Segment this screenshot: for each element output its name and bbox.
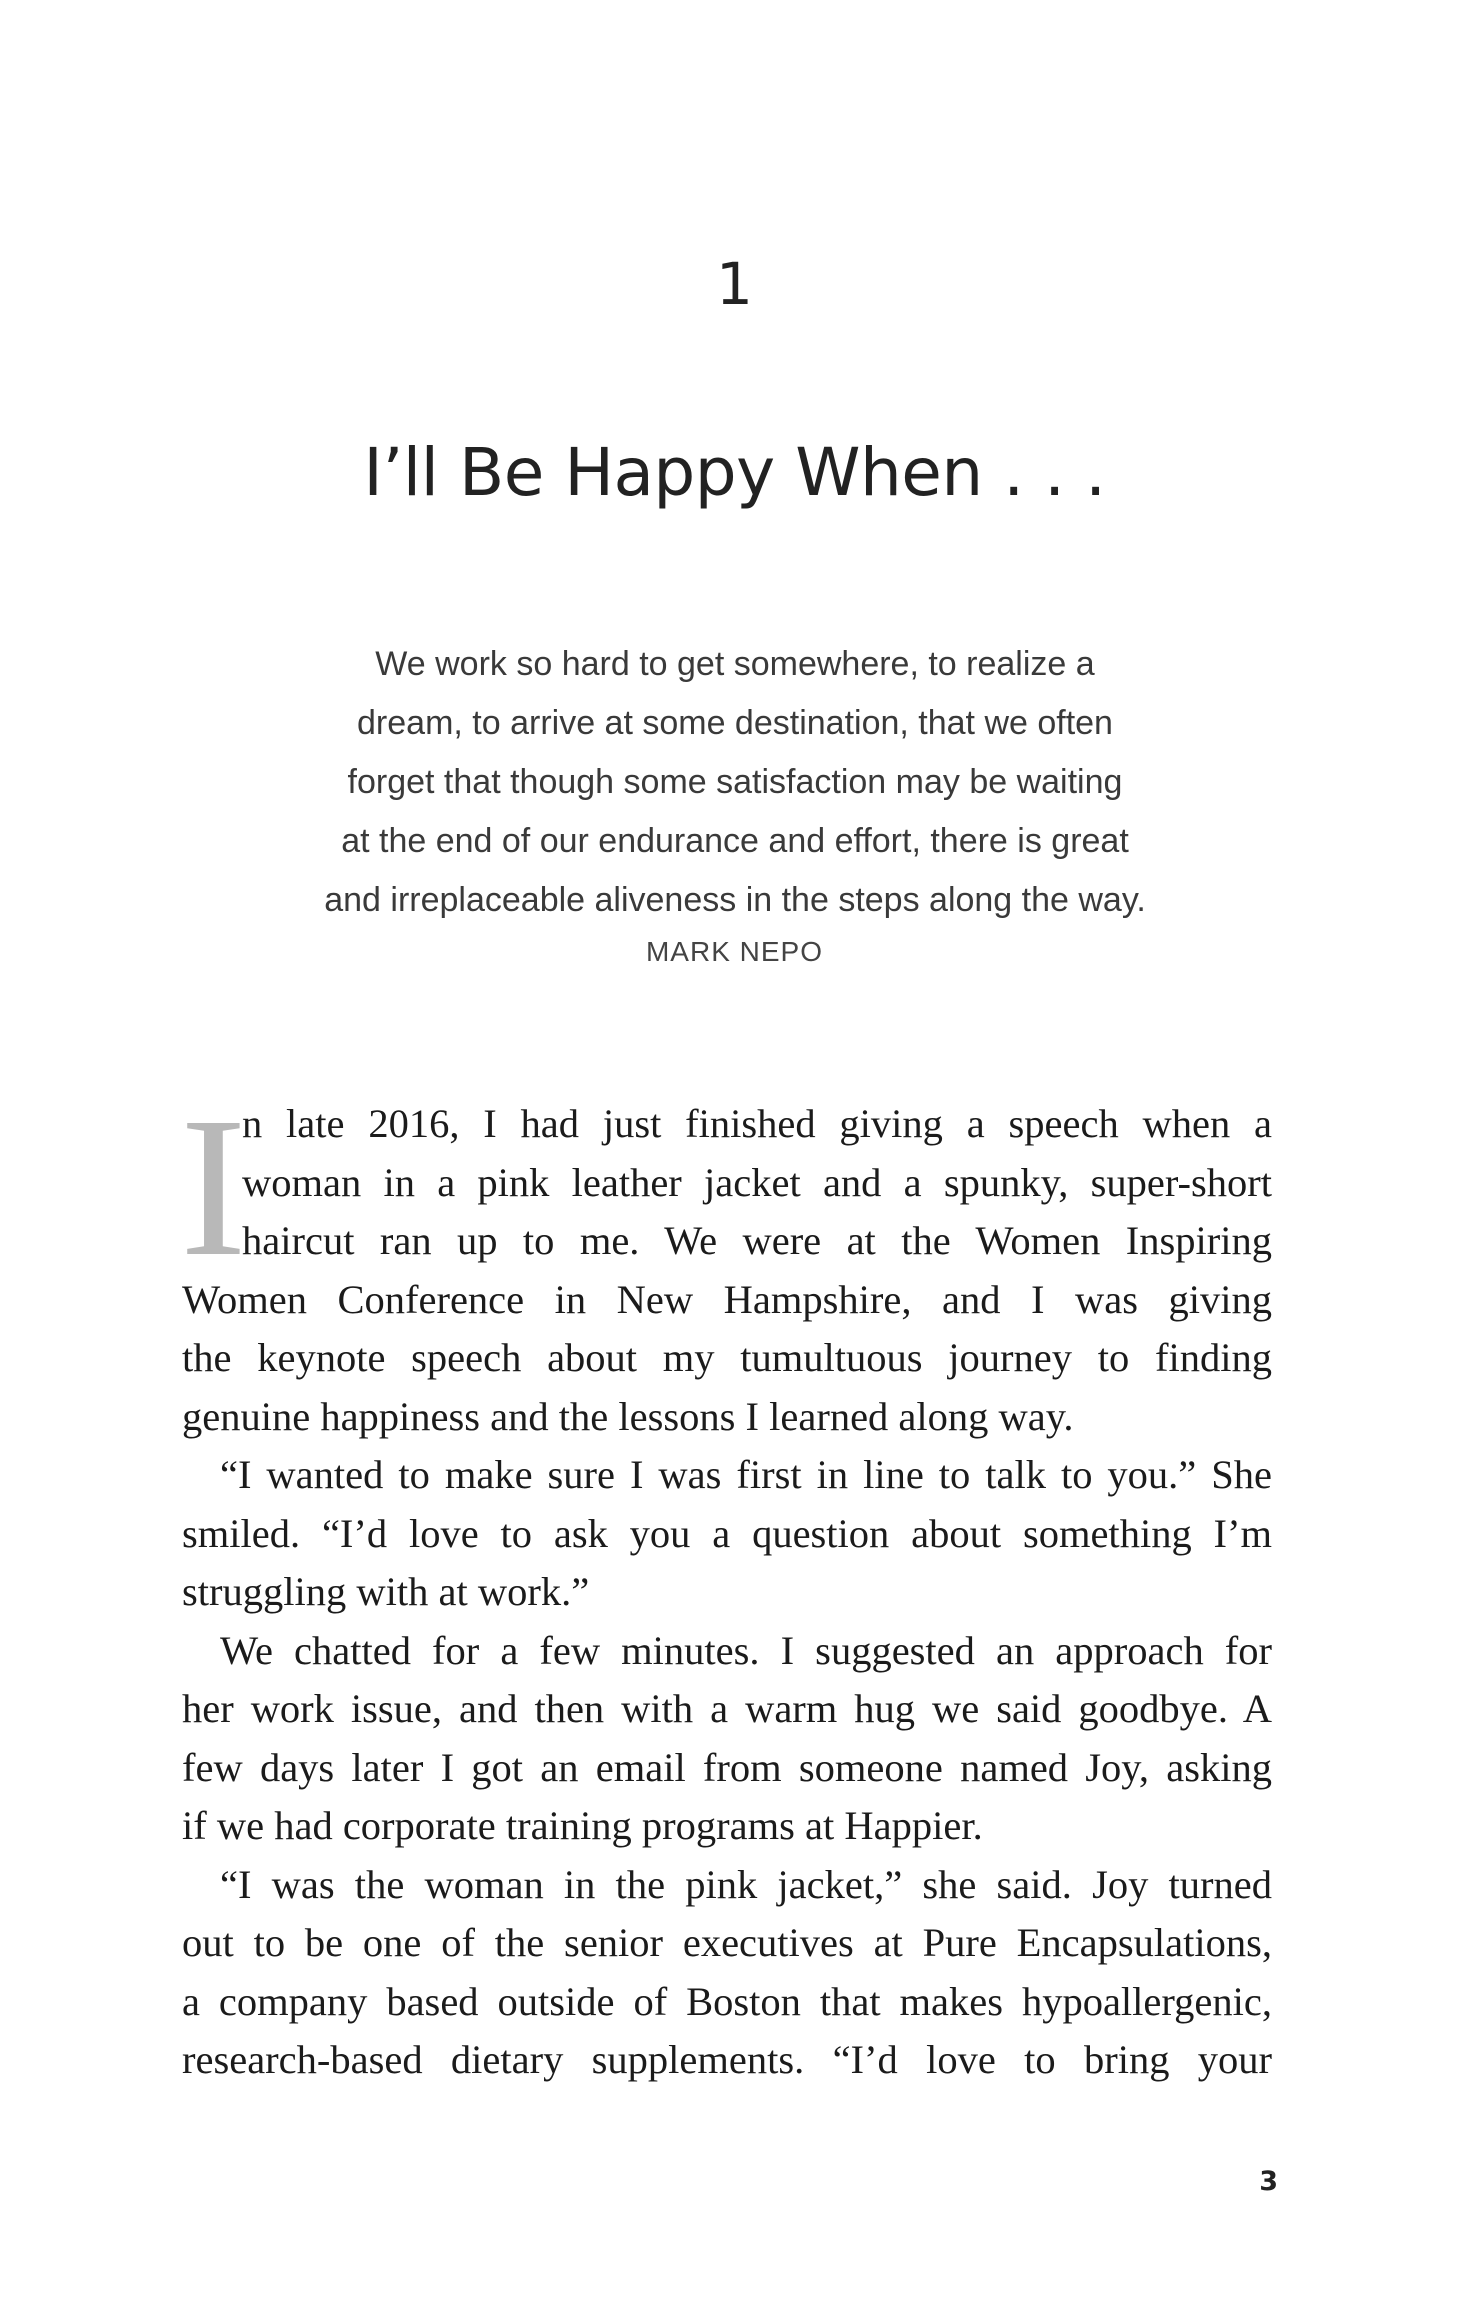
epigraph-line: forget that though some satisfaction may be waiting [347,763,1123,801]
epigraph-author: MARK NEPO [645,936,824,967]
body-line: out to be one of the senior executives at Pure Encapsulations, [182,1920,1272,1965]
body-line: a company based outside of Boston that makes hypoallergenic, [182,1978,1272,2024]
body-text [180,1077,1272,2090]
body-line: genuine happiness and the lessons I learned along way. [182,1393,1074,1439]
body-line: research-based dietary supplements. “I’d love to bring your [182,2037,1272,2082]
body-line: haircut ran up to me. We were at the Women Inspiring [242,1218,1272,1263]
body-line: the keynote speech about my tumultuous journey to finding [182,1335,1272,1380]
epigraph-line: We work so hard to get somewhere, to realize a [375,645,1095,683]
body-line: if we had corporate training programs at Happier. [182,1803,983,1848]
body-line: woman in a pink leather jacket and a spunky, super-short [242,1159,1272,1205]
drop-cap-paragraph-start [180,1077,1272,1298]
body-line: We chatted for a few minutes. I suggested an approach for [220,1627,1272,1673]
drop-cap-letter: I [180,1077,247,1298]
body-line: few days later I got an email from someone named Joy, asking [182,1744,1272,1790]
body-line: Women Conference in New Hampshire, and I was giving [182,1276,1272,1322]
epigraph-line: at the end of our endurance and effort, there is great [341,822,1129,860]
epigraph [230,635,1240,930]
chapter-title: I’ll Be Happy When . . . [363,434,1106,511]
body-line: smiled. “I’d love to ask you a question about something I’m [182,1510,1272,1556]
body-line: n late 2016, I had just finished giving a speech when a [242,1101,1272,1146]
body-line: “I wanted to make sure I was first in line to talk to you.” She [220,1452,1272,1497]
epigraph-line: and irreplaceable aliveness in the steps along the way. [324,881,1146,919]
page-number: 3 [1259,2166,1278,2197]
epigraph-line: dream, to arrive at some destination, that we often [357,704,1113,742]
body-line: “I was the woman in the pink jacket,” she said. Joy turned [220,1861,1272,1907]
chapter-number: 1 [716,250,753,318]
body-line: her work issue, and then with a warm hug we said goodbye. A [182,1686,1272,1731]
body-line: struggling with at work.” [182,1569,590,1614]
